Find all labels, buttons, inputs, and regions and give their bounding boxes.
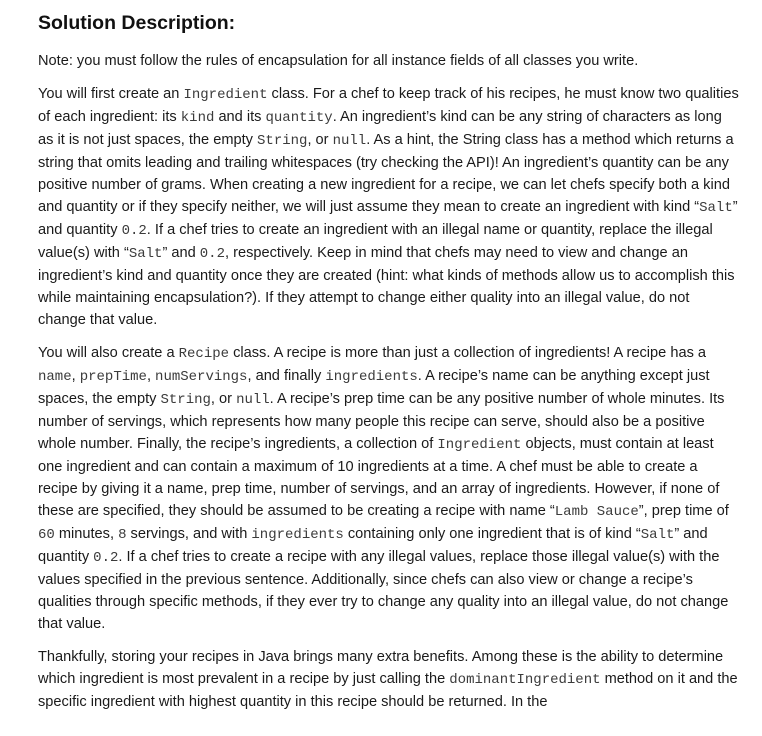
paragraph-text: servings, and with [126, 526, 252, 542]
inline-code: prepTime [79, 369, 147, 385]
paragraph-text: You will also create a [38, 345, 179, 361]
paragraph-text: . If a chef tries to create an ingredient with an illegal name or quantity, replace the illegal value(s) with “ [38, 222, 713, 261]
paragraph-text: objects, must contain at least one ingredient and can contain a maximum of 10 ingredients at a time. A chef must be able to create a recipe by giving it a name, prep time, number of servings, and an array of ingredients. However, if none of these are specified, they should be assumed to be creating a recipe with name “ [38, 436, 720, 519]
benefits-paragraph [38, 646, 740, 713]
inline-code: Salt [699, 200, 733, 216]
inline-code: 0.2 [93, 550, 119, 566]
paragraph-text: You will first create an [38, 86, 184, 102]
paragraph-text: class. A recipe is more than just a collection of ingredients! A recipe has a [229, 345, 707, 361]
recipe-paragraph [38, 342, 740, 635]
paragraph-text: containing only one ingredient that is of kind “ [343, 526, 641, 542]
paragraph-text: . A recipe’s prep time can be any positive number of whole minutes. Its number of servings, which represents how many people this recipe can serve, should also be a positive whole number. Finally, the recipe’s ingredients, a collection of [38, 391, 725, 452]
paragraph-text: minutes, [54, 526, 119, 542]
paragraph-text: class. For a chef to keep track of his recipes, he must know two qualities of each ingredient: its [38, 86, 739, 125]
inline-code: Lamb Sauce [554, 504, 639, 520]
inline-code: Ingredient [183, 87, 268, 103]
paragraph-text: ” and [162, 245, 200, 261]
paragraph-text: and its [214, 109, 266, 125]
paragraph-text: , [71, 368, 80, 384]
inline-code: null [332, 133, 367, 149]
inline-code: dominantIngredient [449, 672, 601, 688]
paragraph-text: method on it and the specific ingredient with highest quantity in this recipe should be returned. In the [38, 671, 738, 710]
inline-code: kind [180, 110, 215, 126]
inline-code: 0.2 [199, 246, 225, 262]
encapsulation-note: Note: you must follow the rules of encapsulation for all instance fields of all classes you write. [38, 53, 639, 69]
inline-code: quantity [265, 110, 333, 126]
inline-code: numServings [155, 369, 248, 385]
inline-code: Recipe [178, 346, 230, 362]
inline-code: null [236, 392, 270, 408]
inline-code: Ingredient [437, 437, 522, 453]
inline-code: String [257, 133, 308, 149]
inline-code: Salt [128, 246, 163, 262]
paragraph-text: , or [307, 132, 333, 148]
paragraph-text: ” and quantity [38, 199, 738, 238]
paragraph-text: . An ingredient’s kind can be any string of characters as long as it is not just spaces, the empty [38, 109, 722, 148]
paragraph-text: , and finally [247, 368, 326, 384]
inline-code: ingredients [251, 527, 344, 543]
paragraph-text: . As a hint, the String class has a method which returns a string that omits leading and trailing whitespaces (try checking the API)! An ingredient’s quantity can be any positive number of grams. When creating a new ingredient for a recipe, we can let chefs specify both a kind and quantity or if they specify neither, we will just assume they mean to create an ingredient with kind “ [38, 132, 734, 215]
inline-code: Salt [640, 527, 675, 543]
paragraph-text: , or [210, 391, 237, 407]
paragraph-text: , respectively. Keep in mind that chefs may need to view and change an ingredient’s kind and quantity once they are created (hint: what kinds of methods allow us to accomplish this while maintaining encapsulation?). If they attempt to change either quality into an illegal value, do not change that value. [38, 245, 735, 328]
inline-code: String [160, 392, 211, 408]
ingredient-paragraph [38, 83, 740, 331]
section-heading: Solution Description: [38, 12, 236, 34]
inline-code: 60 [38, 527, 55, 543]
paragraph-text: . A recipe’s name can be anything except just spaces, the empty [38, 368, 710, 407]
paragraph-text: , [146, 368, 156, 384]
paragraph-text: ” and quantity [38, 526, 708, 565]
inline-code: ingredients [325, 369, 418, 385]
paragraph-text: Thankfully, storing your recipes in Java brings many extra benefits. Among these is the ability to determine which ingredient is most prevalent in a recipe by just calling the [38, 649, 724, 687]
inline-code: 0.2 [121, 223, 147, 239]
inline-code: 8 [118, 527, 127, 543]
inline-code: name [38, 369, 72, 385]
paragraph-text: . If a chef tries to create a recipe with any illegal values, replace those illegal value(s) with the values specified in the previous sentence. Additionally, since chefs can also view or change a recipe’s qualities through specific methods, if they ever try to change any quality into an illegal value, do not change that value. [38, 549, 729, 632]
paragraph-text: ”, prep time of [638, 503, 729, 519]
